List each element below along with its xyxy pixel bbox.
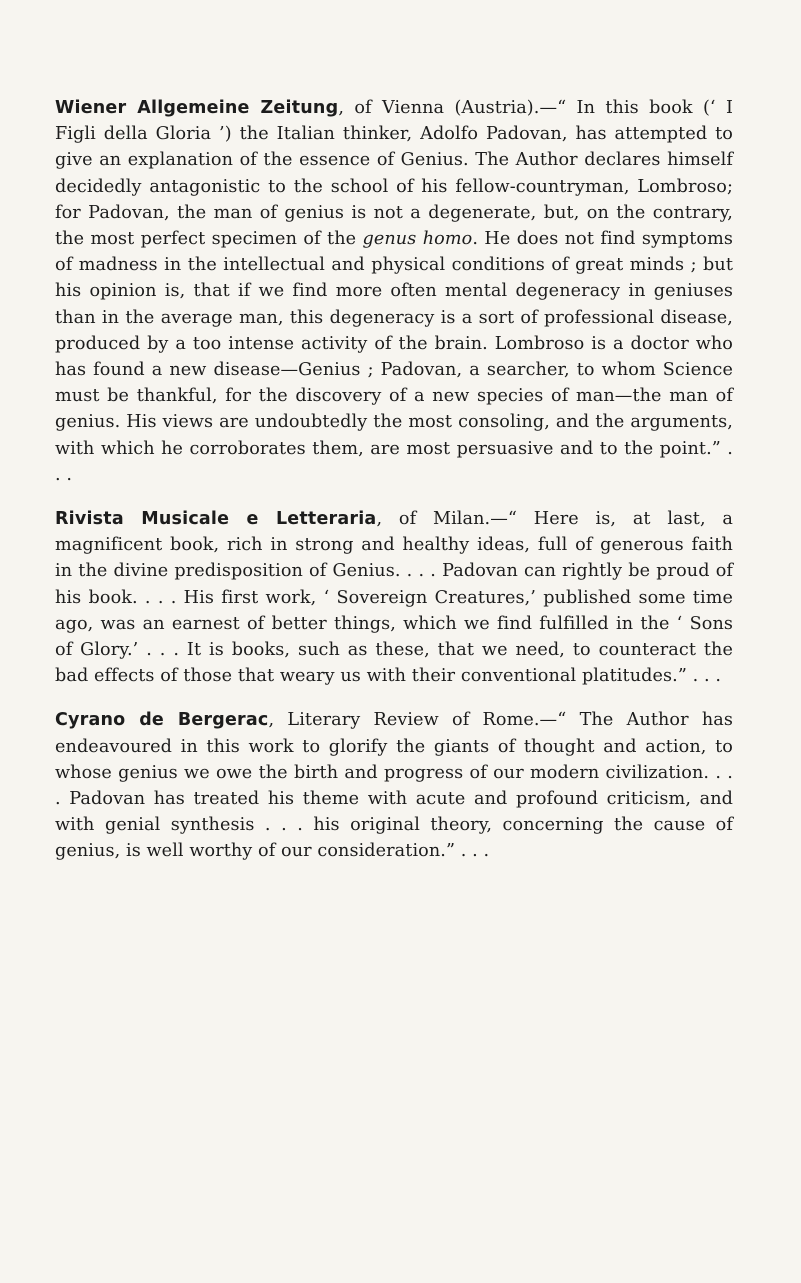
review-emphasis: genus homo [362, 229, 473, 250]
review-source: Cyrano de Bergerac [55, 710, 269, 731]
review-cyrano-de-bergerac [55, 707, 733, 864]
review-source: Wiener Allgemeine Zeitung [55, 98, 339, 118]
review-wiener-allgemeine-zeitung [55, 95, 733, 488]
review-source: Rivista Musicale e Letteraria [55, 509, 377, 530]
review-text: , Literary Review of Rome.—“ The Author has endeavoured in this work to glorify the giants of thought and action, to whose genius we owe the birth and progress of our modern civilization. . . . Padovan has treated his theme with acute and profound criticism, and with genial synthesis . . . his original theory, concerning the cause of genius, is well worthy of our consideration.” . . . [55, 710, 734, 862]
review-text: , of Vienna (Austria).—“ In this book (‘ I Figli della Gloria ’) the Italian thinker, Adolfo Padovan, has attempted to give an explanation of the essence of Genius. The Author declares himself decidedly antagonistic to the school of his fellow-countryman, Lombroso; for Padovan, the man of genius is not a degenerate, but, on the contrary, the most perfect specimen of the [55, 98, 733, 250]
review-text-continued: . He does not find symptoms of madness in the intellectual and physical conditions of great minds ; but his opinion is, that if we find more often mental degeneracy in geniuses than in the average man, this degeneracy is a sort of professional disease, produced by a too intense activity of the brain. Lombroso is a doctor who has found a new disease—Genius ; Padovan, a searcher, to whom Science must be thankful, for the discovery of a new species of man—the man of genius. His views are undoubtedly the most consoling, and the arguments, with which he corroborates them, are most persuasive and to the point.” . . . [55, 229, 733, 485]
review-text: , of Milan.—“ Here is, at last, a magnificent book, rich in strong and healthy ideas, full of generous faith in the divine predisposition of Genius. . . . Padovan can rightly be proud of his book. . . . His first work, ‘ Sovereign Creatures,’ published some time ago, was an earnest of better things, which we find fulfilled in the ‘ Sons of Glory.’ . . . It is books, such as these, that we need, to counteract the bad effects of those that weary us with their conventional platitudes.” . . . [55, 509, 733, 687]
review-rivista-musicale [55, 506, 733, 689]
